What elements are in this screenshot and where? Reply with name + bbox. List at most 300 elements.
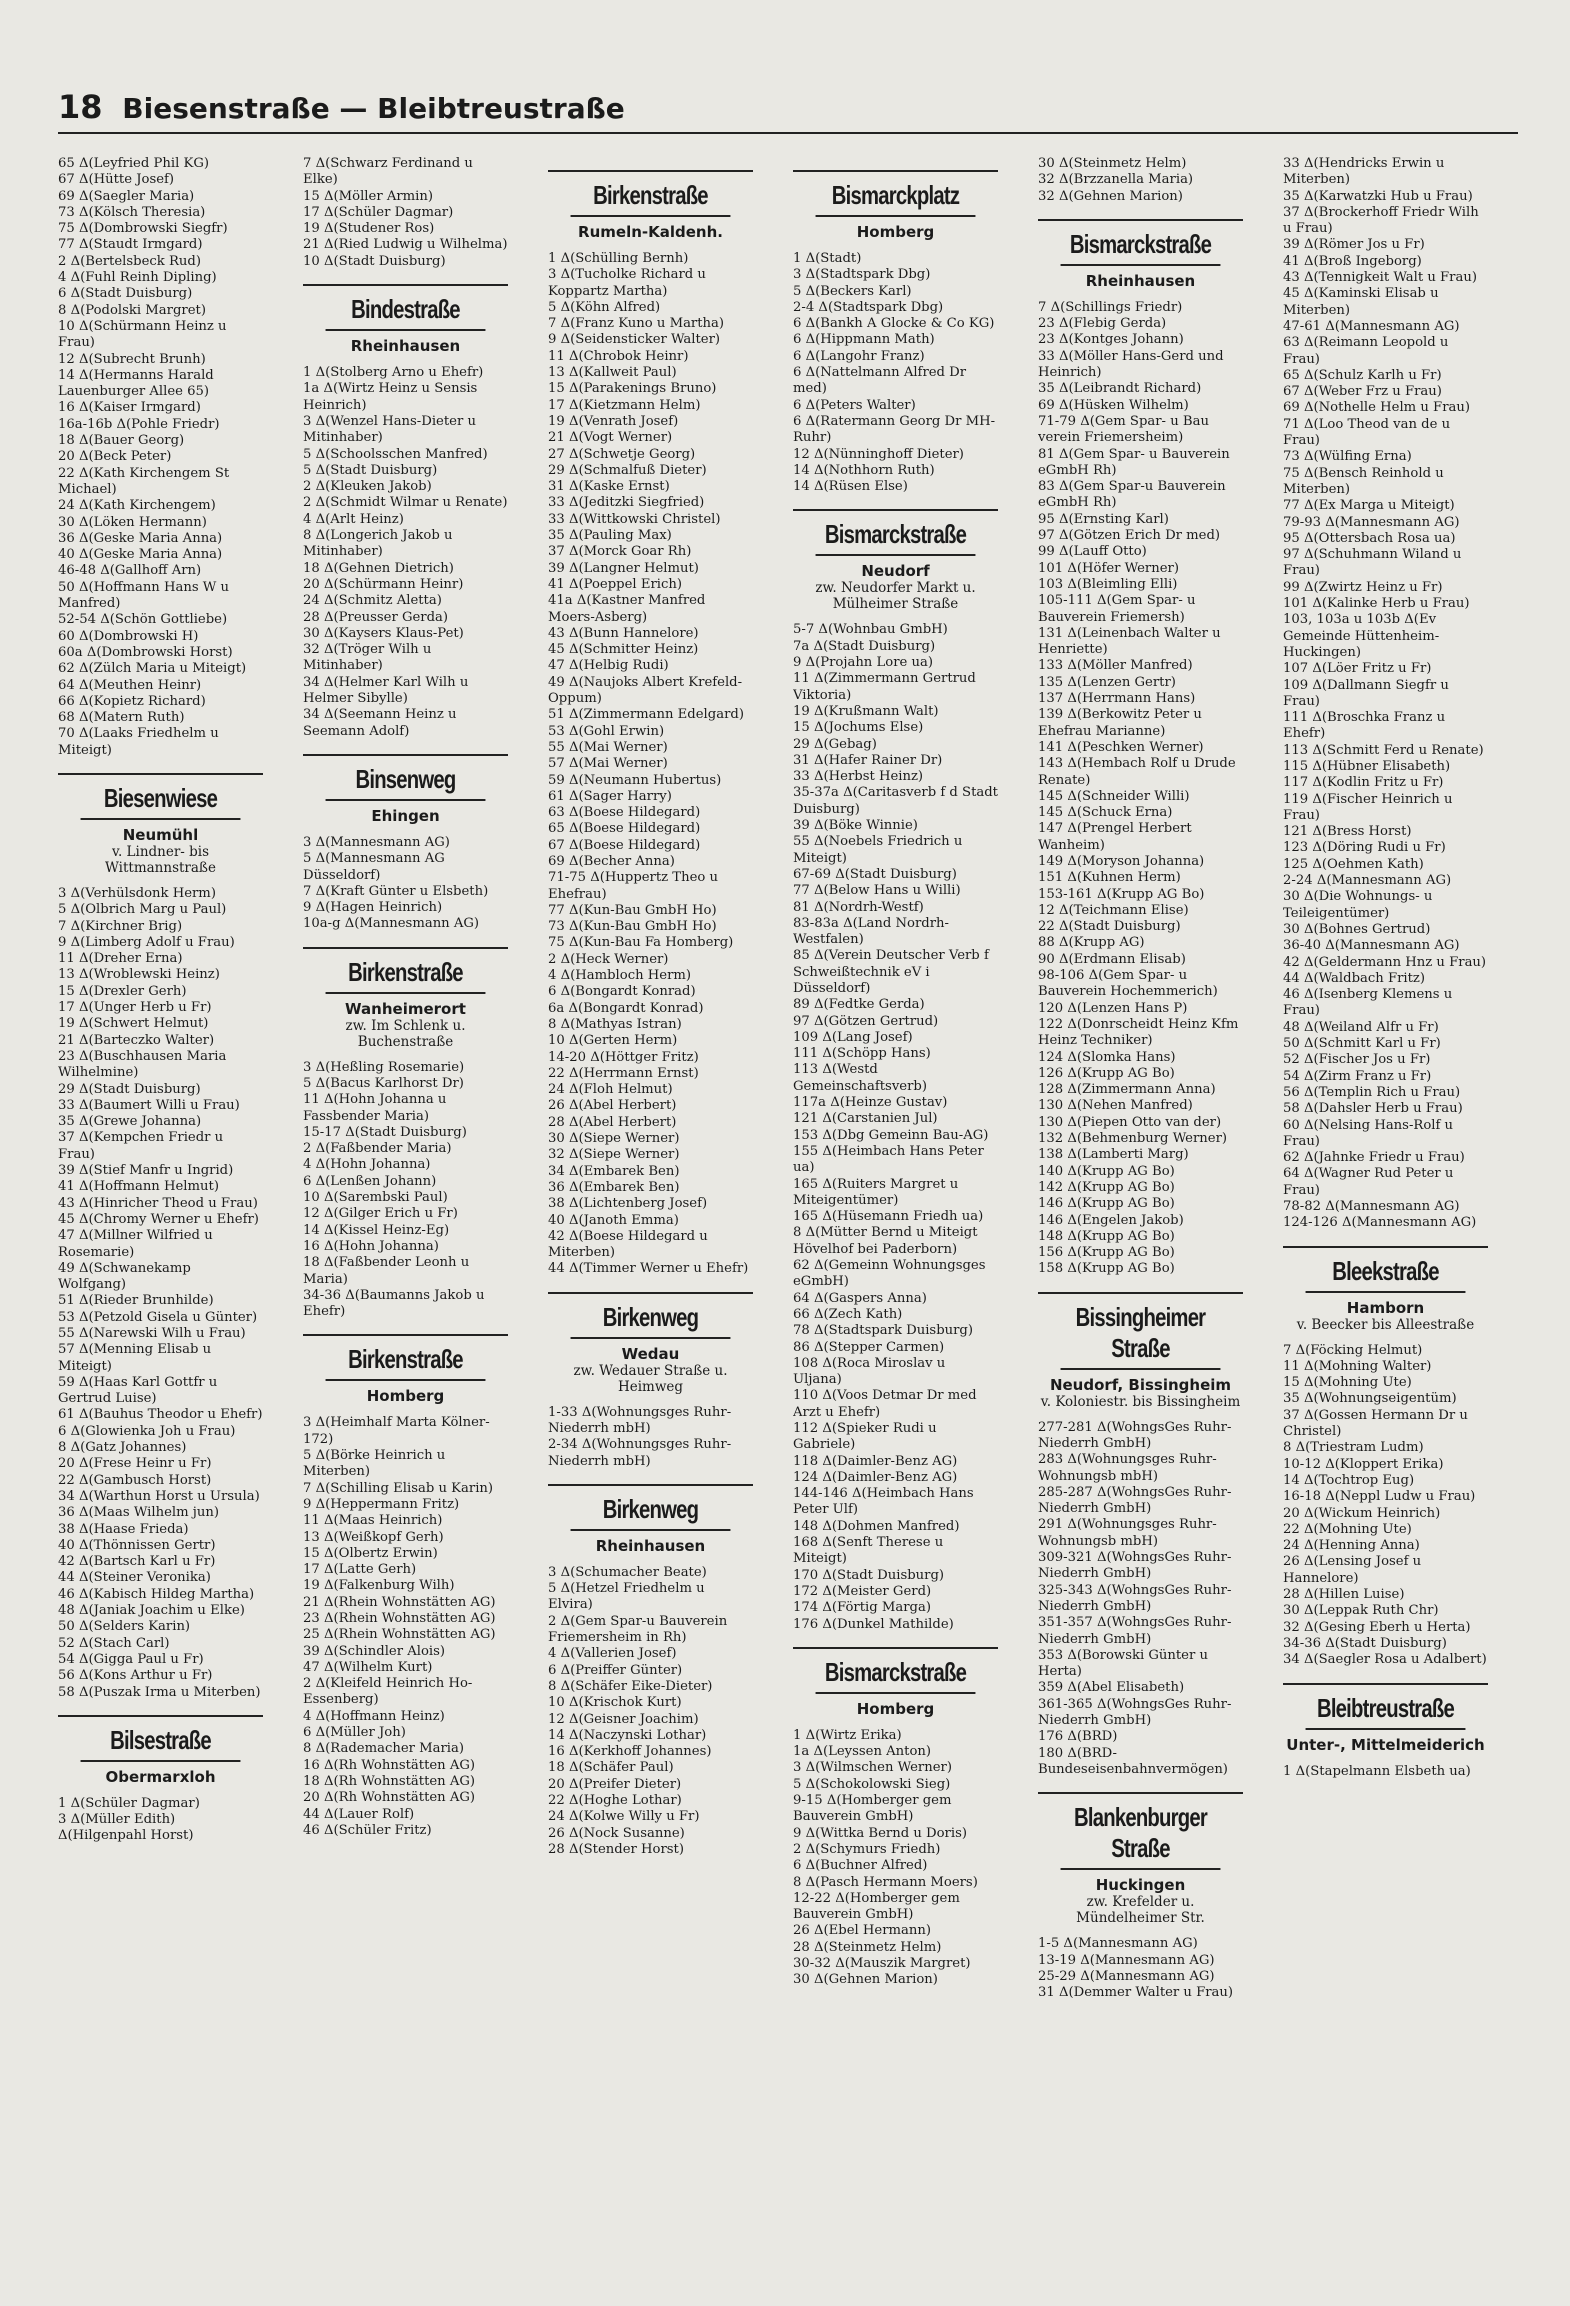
address-entry: 43 Δ(Tennigkeit Walt u Frau) xyxy=(1283,270,1477,286)
heading-rule xyxy=(1038,219,1243,221)
street-name: Bismarckplatz xyxy=(816,180,976,217)
address-entry: 4 Δ(Hoffmann Heinz) xyxy=(303,1708,445,1724)
address-entry: 58 Δ(Dahsler Herb u Frau) xyxy=(1283,1101,1463,1117)
address-entry: 34 Δ(Seemann Heinz u Seemann Adolf) xyxy=(303,707,457,739)
address-entry: 5 Δ(Hetzel Friedhelm u Elvira) xyxy=(548,1581,705,1613)
address-entry: 20 Δ(Rh Wohnstätten AG) xyxy=(303,1790,476,1806)
address-entry: 39 Δ(Böke Winnie) xyxy=(793,818,918,834)
address-entry: 63 Δ(Boese Hildegard) xyxy=(548,805,701,821)
address-entry: 31 Δ(Kaske Ernst) xyxy=(548,479,670,495)
address-entry: 8 Δ(Triestram Ludm) xyxy=(1283,1440,1424,1456)
address-entry: 30 Δ(Steinmetz Helm) xyxy=(1038,156,1187,171)
address-entry: 59 Δ(Neumann Hubertus) xyxy=(548,772,722,788)
heading-rule xyxy=(303,947,508,949)
address-entry: 7 Δ(Schillings Friedr) xyxy=(1038,299,1183,315)
street-block xyxy=(793,509,998,1632)
address-entry: 15 Δ(Jochums Else) xyxy=(793,720,924,736)
address-entry: 5 Δ(Köhn Alfred) xyxy=(548,299,661,315)
address-entry: 98-106 Δ(Gem Spar- u Bauverein Hochemmerich) xyxy=(1038,968,1218,1000)
address-entry: 12 Δ(Subrecht Brunh) xyxy=(58,351,206,367)
address-entry: 7a Δ(Stadt Duisburg) xyxy=(793,638,936,654)
address-entry: 6 Δ(Stadt Duisburg) xyxy=(58,286,193,302)
address-entry: 4 Δ(Fuhl Reinh Dipling) xyxy=(58,270,217,286)
address-entry: 37 Δ(Morck Goar Rh) xyxy=(548,544,692,560)
address-entry: 41a Δ(Kastner Manfred Moers-Asberg) xyxy=(548,593,706,625)
address-entry: 66 Δ(Zech Kath) xyxy=(793,1306,903,1322)
address-entry: 33 Δ(Wittkowski Christel) xyxy=(548,511,721,527)
address-entry: 38 Δ(Haase Frieda) xyxy=(58,1521,189,1537)
address-entry: 1-33 Δ(Wohnungsges Ruhr-Niederrh mbH) xyxy=(548,1404,732,1436)
address-entry: 3 Δ(Schumacher Beate) xyxy=(548,1564,707,1580)
address-entry: 124 Δ(Daimler-Benz AG) xyxy=(793,1469,958,1485)
address-entry: 39 Δ(Stief Manfr u Ingrid) xyxy=(58,1163,234,1179)
address-entry: 97 Δ(Götzen Gertrud) xyxy=(793,1013,939,1029)
address-entry: 32 Δ(Gesing Eberh u Herta) xyxy=(1283,1619,1471,1635)
address-entry: 9 Δ(Limberg Adolf u Frau) xyxy=(58,934,235,950)
address-entry: 29 Δ(Gebag) xyxy=(793,736,877,752)
address-entry: 90 Δ(Erdmann Elisab) xyxy=(1038,951,1186,967)
address-entry: 59 Δ(Haas Karl Gottfr u Gertrud Luise) xyxy=(58,1374,218,1407)
district-name: Homberg xyxy=(366,1387,445,1406)
address-entry: 60 Δ(Nelsing Hans-Rolf u Frau) xyxy=(1283,1117,1454,1149)
address-entry: 43 Δ(Bunn Hannelore) xyxy=(548,625,699,641)
address-entry: 30 Δ(Kaysers Klaus-Pet) xyxy=(303,625,464,641)
address-entry: 109 Δ(Lang Josef) xyxy=(793,1029,913,1045)
address-entry: 121 Δ(Bress Horst) xyxy=(1283,824,1412,840)
address-entry: 145 Δ(Schneider Willi) xyxy=(1038,788,1190,804)
address-entry: 6 Δ(Glowienka Joh u Frau) xyxy=(58,1423,236,1439)
address-entry: 153-161 Δ(Krupp AG Bo) xyxy=(1038,886,1205,902)
address-entry: 46 Δ(Schüler Fritz) xyxy=(303,1822,432,1838)
address-entry: 46-48 Δ(Gallhoff Arn) xyxy=(58,563,202,579)
address-entry: 25 Δ(Rhein Wohnstätten AG) xyxy=(303,1627,496,1643)
address-entry: 34 Δ(Embarek Ben) xyxy=(548,1163,680,1179)
address-entry: 69 Δ(Nothelle Helm u Frau) xyxy=(1283,400,1471,416)
address-entry: 30 Δ(Bohnes Gertrud) xyxy=(1283,921,1431,937)
address-entry: 5 Δ(Stadt Duisburg) xyxy=(303,462,438,478)
address-entry: 111 Δ(Schöpp Hans) xyxy=(793,1046,931,1062)
street-block xyxy=(793,1647,998,1989)
address-entry: 6 Δ(Preiffer Günter) xyxy=(548,1662,683,1678)
address-entry: 55 Δ(Narewski Wilh u Frau) xyxy=(58,1326,246,1341)
address-entry: 110 Δ(Voos Detmar Dr med Arzt u Ehefr) xyxy=(793,1388,977,1420)
address-entry: 73 Δ(Kölsch Theresia) xyxy=(58,204,206,220)
street-name: Birkenstraße xyxy=(326,957,486,994)
address-entry: 4 Δ(Hohn Johanna) xyxy=(303,1157,431,1173)
address-entry: 63 Δ(Reimann Leopold u Frau) xyxy=(1283,335,1449,367)
address-entry: 12 Δ(Teichmann Elise) xyxy=(1038,902,1189,918)
address-entry: 55 Δ(Mai Werner) xyxy=(548,739,668,755)
address-entry: 353 Δ(Borowski Günter u Herta) xyxy=(1038,1647,1208,1680)
address-entry: 46 Δ(Isenberg Klemens u Frau) xyxy=(1283,987,1453,1019)
address-entry: 5 Δ(Bacus Karlhorst Dr) xyxy=(303,1075,464,1091)
address-entry: 57 Δ(Menning Elisab u Miteigt) xyxy=(58,1342,212,1374)
street-range: v. Koloniestr. bis Bissingheim xyxy=(1040,1393,1241,1410)
address-entry: 33 Δ(Möller Hans-Gerd und Heinrich) xyxy=(1038,348,1224,381)
heading-rule xyxy=(303,284,508,286)
address-entry: 67 Δ(Weber Frz u Frau) xyxy=(1283,384,1442,400)
address-entry: 45 Δ(Schmitter Heinz) xyxy=(548,642,699,658)
address-entry: 11 Δ(Hohn Johanna u Fassbender Maria) xyxy=(303,1092,447,1124)
address-entry: 34-36 Δ(Stadt Duisburg) xyxy=(1283,1635,1447,1651)
address-entry: 50 Δ(Schmitt Karl u Fr) xyxy=(1283,1036,1441,1052)
address-entry: 25-29 Δ(Mannesmann AG) xyxy=(1038,1968,1215,1984)
address-entry: 16 Δ(Rh Wohnstätten AG) xyxy=(303,1757,476,1773)
address-entry: 9-15 Δ(Homberger gem Bauverein GmbH) xyxy=(793,1793,952,1825)
address-entry: 15 Δ(Möller Armin) xyxy=(303,188,434,204)
address-entry: 21 Δ(Ried Ludwig u Wilhelma) xyxy=(303,237,508,253)
address-entry: 17 Δ(Schüler Dagmar) xyxy=(303,204,454,220)
street-block xyxy=(58,773,263,1701)
heading-rule xyxy=(548,170,753,172)
address-entry: 77 Δ(Ex Marga u Miteigt) xyxy=(1283,498,1455,514)
address-entry: 54 Δ(Zirm Franz u Fr) xyxy=(1283,1068,1432,1084)
district-name: Rheinhausen xyxy=(1085,271,1196,290)
street-heading xyxy=(1038,1292,1243,1410)
address-entry: 86 Δ(Stepper Carmen) xyxy=(793,1339,945,1355)
address-entry: 165 Δ(Ruiters Margret u Miteigentümer) xyxy=(793,1176,959,1208)
street-heading xyxy=(303,284,508,355)
district-name: Neumühl xyxy=(122,825,199,844)
address-entry: 45 Δ(Kaminski Elisab u Miterben) xyxy=(1283,286,1439,318)
address-entry: 21 Δ(Vogt Werner) xyxy=(548,430,673,446)
address-entry: 16-18 Δ(Neppl Ludw u Frau) xyxy=(1283,1489,1476,1505)
address-entry: 111 Δ(Broschka Franz u Ehefr) xyxy=(1283,710,1446,742)
address-entry: 26 Δ(Abel Herbert) xyxy=(548,1098,677,1114)
address-entry: 6 Δ(Müller Joh) xyxy=(303,1725,406,1741)
address-entry: 101 Δ(Höfer Werner) xyxy=(1038,560,1179,576)
address-entry: 15 Δ(Parakenings Bruno) xyxy=(548,381,717,397)
address-entry: 71 Δ(Loo Theod van de u Frau) xyxy=(1283,416,1451,449)
address-entry: 35 Δ(Karwatzki Hub u Frau) xyxy=(1283,188,1473,204)
address-entry: 20 Δ(Preifer Dieter) xyxy=(548,1776,682,1792)
street-block xyxy=(1283,156,1488,1232)
address-entry: 32 Δ(Tröger Wilh u Mitinhaber) xyxy=(303,642,432,674)
address-entry: 9 Δ(Wittka Bernd u Doris) xyxy=(793,1825,967,1841)
district-name: Wedau xyxy=(621,1344,680,1363)
address-entry: 62 Δ(Gemeinn Wohnungsges eGmbH) xyxy=(793,1258,986,1290)
street-name: Bleibtreustraße xyxy=(1306,1693,1466,1730)
address-entry: 61 Δ(Sager Harry) xyxy=(548,788,672,804)
street-range: v. Lindner- bis Wittmannstraße xyxy=(105,843,216,876)
address-entry: 19 Δ(Falkenburg Wilh) xyxy=(303,1578,455,1594)
address-entry: 6 Δ(Peters Walter) xyxy=(793,397,916,413)
address-entry: 18 Δ(Gehnen Dietrich) xyxy=(303,560,454,576)
address-entry: 2 Δ(Schmidt Wilmar u Renate) xyxy=(303,495,508,511)
address-entry: 128 Δ(Zimmermann Anna) xyxy=(1038,1082,1216,1098)
address-entry: 47 Δ(Helbig Rudi) xyxy=(548,658,669,674)
address-entry: 118 Δ(Daimler-Benz AG) xyxy=(793,1453,958,1469)
district-name: Huckingen xyxy=(1095,1876,1186,1895)
address-entry: 40 Δ(Thönnissen Gertr) xyxy=(58,1537,216,1553)
address-entry: 6 Δ(Bongardt Konrad) xyxy=(548,984,696,1000)
address-entry: 22 Δ(Herrmann Ernst) xyxy=(548,1065,699,1081)
address-entry: 31 Δ(Hafer Rainer Dr) xyxy=(793,752,943,768)
address-entry: 10 Δ(Gerten Herm) xyxy=(548,1033,678,1049)
street-name: Birkenweg xyxy=(571,1494,731,1531)
address-entry: 131 Δ(Leinenbach Walter u Henriette) xyxy=(1038,625,1221,658)
address-entry: 1-5 Δ(Mannesmann AG) xyxy=(1038,1936,1198,1952)
address-entry: 37 Δ(Kempchen Friedr u Frau) xyxy=(58,1130,224,1162)
address-entry: 7 Δ(Schilling Elisab u Karin) xyxy=(303,1480,494,1496)
street-range: v. Beecker bis Alleestraße xyxy=(1296,1316,1475,1333)
address-entry: 3 Δ(Tucholke Richard u Koppartz Martha) xyxy=(548,267,706,299)
page-header xyxy=(58,88,1518,134)
address-entry: 30 Δ(Siepe Werner) xyxy=(548,1131,680,1147)
street-heading xyxy=(548,1292,753,1395)
street-range: zw. Wedauer Straße u. Heimweg xyxy=(573,1362,728,1395)
address-entry: 42 Δ(Bartsch Karl u Fr) xyxy=(58,1554,216,1570)
address-entry: 64 Δ(Gaspers Anna) xyxy=(793,1290,927,1306)
address-entry: 42 Δ(Geldermann Hnz u Frau) xyxy=(1283,954,1487,970)
address-entry: 67-69 Δ(Stadt Duisburg) xyxy=(793,866,957,882)
address-entry: 78 Δ(Stadtspark Duisburg) xyxy=(793,1323,974,1339)
address-entry: 1a Δ(Wirtz Heinz u Sensis Heinrich) xyxy=(303,381,478,413)
address-entry: 3 Δ(Verhülsdonk Herm) xyxy=(58,885,216,901)
address-entry: 1 Δ(Schülling Bernh) xyxy=(548,251,689,266)
address-entry: 44 Δ(Lauer Rolf) xyxy=(303,1806,415,1822)
heading-rule xyxy=(793,170,998,172)
address-entry: 44 Δ(Waldbach Fritz) xyxy=(1283,970,1426,986)
address-entry: 6 Δ(Ratermann Georg Dr MH-Ruhr) xyxy=(793,413,996,446)
address-entry: 148 Δ(Krupp AG Bo) xyxy=(1038,1228,1175,1244)
address-entry: 143 Δ(Hembach Rolf u Drude Renate) xyxy=(1038,756,1236,788)
address-entry: 153 Δ(Dbg Gemeinn Bau-AG) xyxy=(793,1127,989,1143)
district-name: Obermarxloh xyxy=(105,1767,216,1786)
address-entry: 32 Δ(Siepe Werner) xyxy=(548,1147,680,1163)
address-entry: 5 Δ(Schokolowski Sieg) xyxy=(793,1776,951,1792)
address-entry: 120 Δ(Lenzen Hans P) xyxy=(1038,1000,1188,1016)
address-entry: 99 Δ(Zwirtz Heinz u Fr) xyxy=(1283,579,1443,595)
address-entry: 8 Δ(Pasch Hermann Moers) xyxy=(793,1874,978,1890)
address-entry: 32 Δ(Brzzanella Maria) xyxy=(1038,172,1194,188)
address-entry: 15 Δ(Mohning Ute) xyxy=(1283,1375,1412,1391)
address-entry: 125 Δ(Oehmen Kath) xyxy=(1283,856,1424,872)
street-block xyxy=(1038,156,1243,205)
address-entry: 108 Δ(Roca Miroslav u Uljana) xyxy=(793,1355,946,1388)
address-entry: 46 Δ(Kabisch Hildeg Martha) xyxy=(58,1586,255,1602)
column-2 xyxy=(303,156,508,2266)
address-entry: 291 Δ(Wohnungsges Ruhr-Wohnungsb mbH) xyxy=(1038,1517,1217,1549)
address-entry: 142 Δ(Krupp AG Bo) xyxy=(1038,1179,1175,1195)
street-block xyxy=(58,156,263,759)
address-entry: 18 Δ(Bauer Georg) xyxy=(58,433,185,449)
address-entry: 52 Δ(Stach Carl) xyxy=(58,1635,170,1651)
address-entry: 158 Δ(Krupp AG Bo) xyxy=(1038,1261,1175,1277)
address-entry: 165 Δ(Hüsemann Friedh ua) xyxy=(793,1209,984,1225)
street-name: Bissingheimer Straße xyxy=(1061,1302,1221,1370)
address-entry: 7 Δ(Föcking Helmut) xyxy=(1283,1342,1423,1358)
address-entry: 2-4 Δ(Stadtspark Dbg) xyxy=(793,299,944,315)
address-entry: 9 Δ(Hagen Heinrich) xyxy=(303,900,443,916)
district-name: Neudorf, Bissingheim xyxy=(1049,1375,1232,1394)
address-entry: 30-32 Δ(Mauszik Margret) xyxy=(793,1956,971,1972)
address-entry: 2 Δ(Kleifeld Heinrich Ho-Essenberg) xyxy=(303,1676,473,1708)
address-entry: 123 Δ(Döring Rudi u Fr) xyxy=(1283,840,1446,856)
address-entry: 11 Δ(Mohning Walter) xyxy=(1283,1358,1432,1374)
address-entry: 2 Δ(Faßbender Maria) xyxy=(303,1141,452,1157)
address-entry: 41 Δ(Poeppel Erich) xyxy=(548,576,682,592)
address-entry: 20 Δ(Schürmann Heinr) xyxy=(303,576,464,592)
street-heading xyxy=(303,754,508,825)
address-entry: 2 Δ(Gem Spar-u Bauverein Friemersheim in Rh) xyxy=(548,1613,728,1646)
address-entry: 26 Δ(Nock Susanne) xyxy=(548,1825,685,1841)
address-entry: 133 Δ(Möller Manfred) xyxy=(1038,658,1193,674)
address-entry: 112 Δ(Spieker Rudi u Gabriele) xyxy=(793,1421,937,1453)
address-entry: 18 Δ(Schäfer Paul) xyxy=(548,1760,674,1776)
address-entry: 32 Δ(Gehnen Marion) xyxy=(1038,188,1183,204)
address-entry: 29 Δ(Stadt Duisburg) xyxy=(58,1081,201,1097)
address-entry: 2 Δ(Bertelsbeck Rud) xyxy=(58,253,201,269)
street-heading xyxy=(303,947,508,1050)
district-name: Unter-, Mittelmeiderich xyxy=(1286,1735,1485,1754)
address-entry: 47 Δ(Wilhelm Kurt) xyxy=(303,1659,433,1675)
street-name: Bilsestraße xyxy=(81,1725,241,1762)
address-entry: 168 Δ(Senft Therese u Miteigt) xyxy=(793,1535,944,1567)
street-block xyxy=(1038,1292,1243,1779)
address-entry: 19 Δ(Schwert Helmut) xyxy=(58,1016,209,1032)
address-entry: 14 Δ(Kissel Heinz-Eg) xyxy=(303,1222,450,1238)
address-entry: 1 Δ(Stadt) xyxy=(793,251,862,266)
street-heading xyxy=(1038,219,1243,290)
address-entry: 50 Δ(Hoffmann Hans W u Manfred) xyxy=(58,579,230,612)
address-entry: 22 Δ(Mohning Ute) xyxy=(1283,1521,1412,1537)
address-entry: 10 Δ(Krischok Kurt) xyxy=(548,1695,682,1711)
address-entry: 3 Δ(Heimhalf Marta Kölner-172) xyxy=(303,1415,490,1447)
address-entry: 30 Δ(Leppak Ruth Chr) xyxy=(1283,1603,1439,1619)
column-5 xyxy=(1038,156,1243,2266)
address-entry: 130 Δ(Nehen Manfred) xyxy=(1038,1098,1193,1114)
address-entry: 146 Δ(Engelen Jakob) xyxy=(1038,1212,1184,1228)
address-entry: 35 Δ(Pauling Max) xyxy=(548,528,672,544)
heading-rule xyxy=(1283,1683,1488,1685)
heading-rule xyxy=(548,1292,753,1294)
address-entry: 36 Δ(Embarek Ben) xyxy=(548,1179,680,1195)
address-entry: 33 Δ(Jeditzki Siegfried) xyxy=(548,495,705,511)
address-entry: 16a-16b Δ(Pohle Friedr) xyxy=(58,416,220,432)
address-entry: 47 Δ(Millner Wilfried u Rosemarie) xyxy=(58,1228,213,1260)
address-entry: 6 Δ(Bankh A Glocke & Co KG) xyxy=(793,316,995,332)
street-name: Blankenburger Straße xyxy=(1061,1802,1221,1870)
address-entry: 38 Δ(Lichtenberg Josef) xyxy=(548,1196,708,1212)
page-running-title: Biesenstraße — Bleibtreustraße xyxy=(122,92,625,125)
directory-page xyxy=(58,88,1518,2278)
address-entry: 10 Δ(Stadt Duisburg) xyxy=(303,253,446,269)
address-entry: 73 Δ(Wülfing Erna) xyxy=(1283,449,1412,465)
address-entry: 14 Δ(Naczynski Lothar) xyxy=(548,1727,707,1743)
address-entry: 156 Δ(Krupp AG Bo) xyxy=(1038,1245,1175,1261)
address-entry: 15 Δ(Drexler Gerh) xyxy=(58,983,187,999)
page-number: 18 xyxy=(58,88,103,126)
address-entry: 8 Δ(Schäfer Eike-Dieter) xyxy=(548,1678,713,1694)
address-entry: 19 Δ(Studener Ros) xyxy=(303,221,435,237)
address-entry: 3 Δ(Mannesmann AG) xyxy=(303,834,450,850)
address-entry: 60 Δ(Dombrowski H) xyxy=(58,628,199,644)
address-entry: 13 Δ(Wroblewski Heinz) xyxy=(58,967,220,983)
address-entry: 83-83a Δ(Land Nordrh-Westfalen) xyxy=(793,915,949,948)
address-entry: 35-37a Δ(Caritasverb f d Stadt Duisburg) xyxy=(793,785,998,817)
street-range: zw. Neudorfer Markt u. Mülheimer Straße xyxy=(815,580,976,613)
address-entry: 6 Δ(Hippmann Math) xyxy=(793,332,935,348)
street-range: zw. Im Schlenk u. Buchenstraße xyxy=(345,1017,466,1050)
address-entry: 121 Δ(Carstanien Jul) xyxy=(793,1111,938,1127)
address-entry: 12-22 Δ(Homberger gem Bauverein GmbH) xyxy=(793,1890,960,1923)
address-entry: 26 Δ(Lensing Josef u Hannelore) xyxy=(1283,1554,1422,1586)
address-entry: 61 Δ(Bauhus Theodor u Ehefr) xyxy=(58,1407,263,1423)
address-entry: 10 Δ(Sarembski Paul) xyxy=(303,1190,448,1206)
address-entry: 73 Δ(Kun-Bau GmbH Ho) xyxy=(548,919,717,935)
address-entry: 35 Δ(Wohnungseigentüm) xyxy=(1283,1391,1457,1407)
address-entry: 17 Δ(Kietzmann Helm) xyxy=(548,397,701,413)
street-range: zw. Krefelder u. Mündelheimer Str. xyxy=(1076,1894,1205,1927)
address-entry: 285-287 Δ(WohngsGes Ruhr-Niederrh GmbH) xyxy=(1038,1484,1232,1517)
address-entry: 77 Δ(Below Hans u Willi) xyxy=(793,883,961,899)
address-entry: 14-20 Δ(Höttger Fritz) xyxy=(548,1049,699,1065)
address-entry: 17 Δ(Latte Gerh) xyxy=(303,1562,417,1578)
address-entry: 12 Δ(Nünninghoff Dieter) xyxy=(793,446,964,462)
heading-rule xyxy=(58,773,263,775)
address-entry: 65 Δ(Leyfried Phil KG) xyxy=(58,156,210,171)
address-entry: 62 Δ(Jahnke Friedr u Frau) xyxy=(1283,1150,1465,1166)
address-entry: 30 Δ(Die Wohnungs- u Teileigentümer) xyxy=(1283,889,1433,921)
district-name: Neudorf xyxy=(861,562,930,581)
address-entry: 107 Δ(Löer Fritz u Fr) xyxy=(1283,661,1432,677)
column-3 xyxy=(548,156,753,2266)
heading-rule xyxy=(793,509,998,511)
address-entry: 36-40 Δ(Mannesmann AG) xyxy=(1283,938,1460,954)
address-entry: 15-17 Δ(Stadt Duisburg) xyxy=(303,1124,467,1140)
address-entry: 35 Δ(Grewe Johanna) xyxy=(58,1114,202,1130)
address-entry: 30 Δ(Löken Hermann) xyxy=(58,514,207,530)
address-entry: 45 Δ(Chromy Werner u Ehefr) xyxy=(58,1211,259,1227)
address-entry: 99 Δ(Lauff Otto) xyxy=(1038,544,1147,560)
address-entry: 56 Δ(Templin Rich u Frau) xyxy=(1283,1084,1461,1100)
address-entry: 53 Δ(Gohl Erwin) xyxy=(548,723,665,739)
address-entry: 43 Δ(Hinricher Theod u Frau) xyxy=(58,1195,258,1211)
address-entry: 117 Δ(Kodlin Fritz u Fr) xyxy=(1283,775,1444,791)
address-entry: 176 Δ(Dunkel Mathilde) xyxy=(793,1616,954,1632)
address-entry: 8 Δ(Mütter Bernd u Miteigt Hövelhof bei Paderborn) xyxy=(793,1225,978,1257)
street-block xyxy=(58,1715,263,1845)
address-entry: 174 Δ(Förtig Marga) xyxy=(793,1600,931,1616)
street-block xyxy=(793,170,998,495)
address-entry: 64 Δ(Meuthen Heinr) xyxy=(58,677,202,693)
street-block xyxy=(303,284,508,740)
address-entry: 44 Δ(Timmer Werner u Ehefr) xyxy=(548,1261,749,1277)
address-entry: 7 Δ(Kraft Günter u Elsbeth) xyxy=(303,883,489,899)
address-entry: 29 Δ(Schmalfuß Dieter) xyxy=(548,462,707,478)
address-entry: 5 Δ(Mannesmann AG Düsseldorf) xyxy=(303,851,445,883)
address-entry: 113 Δ(Westd Gemeinschaftsverb) xyxy=(793,1062,927,1094)
street-heading xyxy=(58,773,263,876)
address-entry: 126 Δ(Krupp AG Bo) xyxy=(1038,1065,1175,1081)
address-entry: 52 Δ(Fischer Jos u Fr) xyxy=(1283,1052,1431,1068)
address-entry: 24 Δ(Floh Helmut) xyxy=(548,1082,673,1098)
address-entry: 20 Δ(Wickum Heinrich) xyxy=(1283,1505,1441,1521)
address-entry: 283 Δ(Wohnungsges Ruhr-Wohnungsb mbH) xyxy=(1038,1452,1217,1484)
address-entry: 49 Δ(Schwanekamp Wolfgang) xyxy=(58,1260,191,1293)
address-entry: 34-36 Δ(Baumanns Jakob u Ehefr) xyxy=(303,1287,485,1320)
address-entry: 103 Δ(Bleimling Elli) xyxy=(1038,576,1178,592)
address-entry: 66 Δ(Kopietz Richard) xyxy=(58,693,206,709)
address-entry: 95 Δ(Ottersbach Rosa ua) xyxy=(1283,530,1456,546)
address-entry: 148 Δ(Dohmen Manfred) xyxy=(793,1518,960,1534)
address-entry: 22 Δ(Kath Kirchengem St Michael) xyxy=(58,465,230,497)
street-name: Biesenwiese xyxy=(81,783,241,820)
street-heading xyxy=(303,1334,508,1405)
street-block xyxy=(1038,219,1243,1278)
address-entry: 4 Δ(Vallerien Josef) xyxy=(548,1646,677,1662)
